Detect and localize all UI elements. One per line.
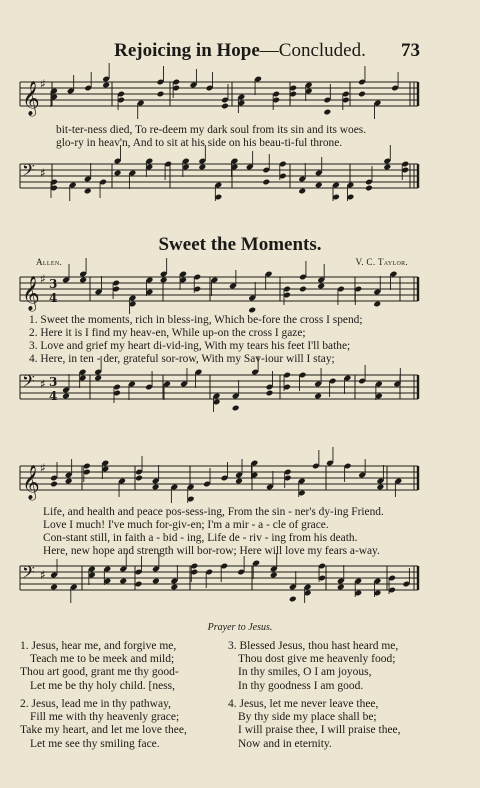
key-signature-sharp: ♯	[40, 568, 46, 582]
concluded-lyric-line-1: bit-ter-ness died, To re-deem my dark soul from its sin and its woes.	[56, 124, 367, 136]
note-head	[383, 164, 391, 171]
time-signature-bottom: 4	[49, 291, 58, 305]
note-head	[376, 484, 384, 491]
note-head	[266, 390, 274, 397]
note-head	[114, 170, 122, 177]
note-head	[248, 307, 256, 314]
composer-name: V. C. Taylor.	[355, 257, 408, 267]
note-head	[157, 91, 165, 98]
note-head	[102, 82, 110, 89]
time-signature-top: 3	[49, 277, 58, 291]
stanza-line: I will praise thee, I will praise thee,	[238, 724, 401, 737]
note-head	[94, 375, 102, 382]
time-signature-top: 3	[49, 375, 58, 389]
note-head	[298, 188, 306, 195]
bass-clef: 𝄢	[22, 371, 35, 395]
bass-clef: 𝄢	[22, 562, 35, 586]
note-head	[323, 109, 331, 116]
hymn-title: Sweet the Moments.	[158, 234, 322, 255]
note-head	[235, 478, 243, 485]
page-number: 73	[401, 40, 420, 61]
verse-3-line-b: Con-stant still, in faith a - bid - ing, Life de - riv - ing from his death.	[43, 532, 358, 544]
stanza-line: 4. Jesus, let me never leave thee,	[228, 698, 379, 710]
note-head	[135, 581, 143, 588]
note-head	[198, 164, 206, 171]
key-signature-sharp: ♯	[40, 461, 46, 475]
note-head	[79, 277, 87, 284]
verse-2-line-b: Love I much! I've much for-giv-en; I'm a mir - a - cle of grace.	[43, 519, 329, 531]
verse-3-line-a: 3. Love and grief my heart di-vid-ing, With my tears his feet I'll bathe;	[29, 340, 351, 352]
bass-clef: 𝄢	[22, 160, 35, 184]
note-head	[315, 182, 323, 189]
stanza-2	[20, 698, 187, 751]
stanza-4	[228, 698, 401, 751]
note-head	[289, 596, 297, 603]
concluded-lyric-line-2: glo-ry in heav'n, And to sit at his side on his beau-ti-ful throne.	[56, 137, 343, 149]
verse-1-line-a: 1. Sweet the moments, rich in bless-ing, Which be-fore the cross I spend;	[29, 314, 363, 326]
note-head	[152, 578, 160, 585]
stanza-1	[20, 640, 179, 693]
note-head	[358, 91, 366, 98]
note-head	[84, 188, 92, 195]
stanza-line: Take my heart, and let me love thee,	[20, 724, 187, 737]
note-head	[170, 584, 178, 591]
header-title-suffix: —Concluded.	[259, 40, 366, 61]
key-signature-sharp: ♯	[40, 77, 46, 91]
stanza-line: Let me see thy smiling face.	[30, 737, 160, 750]
stanza-line: In thy goodness I am good.	[238, 679, 364, 692]
note-head	[337, 584, 345, 591]
note-head	[221, 103, 229, 110]
treble-clef: 𝄞	[22, 276, 40, 311]
stanza-line: In thy smiles, O I am joyous,	[238, 666, 372, 679]
note-head	[314, 393, 322, 400]
verse-4-line-a: 4. Here, in ten - der, grateful sor-row, With my Sav-iour will I stay;	[29, 353, 335, 365]
header-title-main: Rejoicing in Hope	[114, 40, 260, 61]
stanza-line: Let me be thy holy child. [ness,	[30, 679, 175, 692]
treble-clef: 𝄞	[22, 465, 40, 500]
note-head	[365, 185, 373, 192]
stanza-line: Fill me with thy heavenly grace;	[30, 711, 180, 724]
note-head	[373, 301, 381, 308]
note-head	[50, 584, 58, 591]
note-head	[50, 481, 58, 488]
note-head	[299, 286, 307, 293]
note-head	[232, 405, 240, 412]
stanza-line: Thou art good, grant me thy good-	[20, 666, 179, 679]
note-head	[160, 277, 168, 284]
note-head	[262, 179, 270, 186]
stanza-line: Now and in eternity.	[238, 737, 332, 750]
verse-2-line-a: 2. Here it is I find my heav-en, While up-on the cross I gaze;	[29, 327, 306, 339]
stanza-3	[228, 640, 398, 693]
stanza-line: Teach me to be meek and mild;	[30, 653, 175, 666]
key-signature-sharp: ♯	[40, 377, 46, 391]
prayer-heading: Prayer to Jesus.	[207, 622, 273, 633]
stanza-line: Thou dost give me heavenly food;	[238, 653, 396, 666]
verse-1-line-b: Life, and health and peace pos-sess-ing, From the sin - ner's dy-ing Friend.	[43, 506, 384, 518]
note-head	[152, 484, 160, 491]
tune-name: Allen.	[36, 257, 63, 267]
time-signature-bottom: 4	[49, 389, 58, 403]
note-head	[62, 393, 70, 400]
note-head	[317, 283, 325, 290]
note-head	[270, 572, 278, 579]
treble-clef: 𝄞	[22, 81, 40, 116]
stanza-line: 2. Jesus, lead me in thy pathway,	[20, 698, 171, 710]
note-head	[119, 578, 127, 585]
stanza-line: By thy side my place shall be;	[238, 711, 377, 724]
verse-4-line-b: Here, new hope and strength will bor-row; Here will love my fears a-way.	[43, 545, 380, 557]
key-signature-sharp: ♯	[40, 166, 46, 180]
key-signature-sharp: ♯	[40, 272, 46, 286]
note-head	[135, 475, 143, 482]
stanza-line: 3. Blessed Jesus, thou hast heard me,	[228, 640, 399, 652]
stanza-line: 1. Jesus, hear me, and forgive me,	[20, 640, 177, 652]
note-head	[65, 478, 73, 485]
